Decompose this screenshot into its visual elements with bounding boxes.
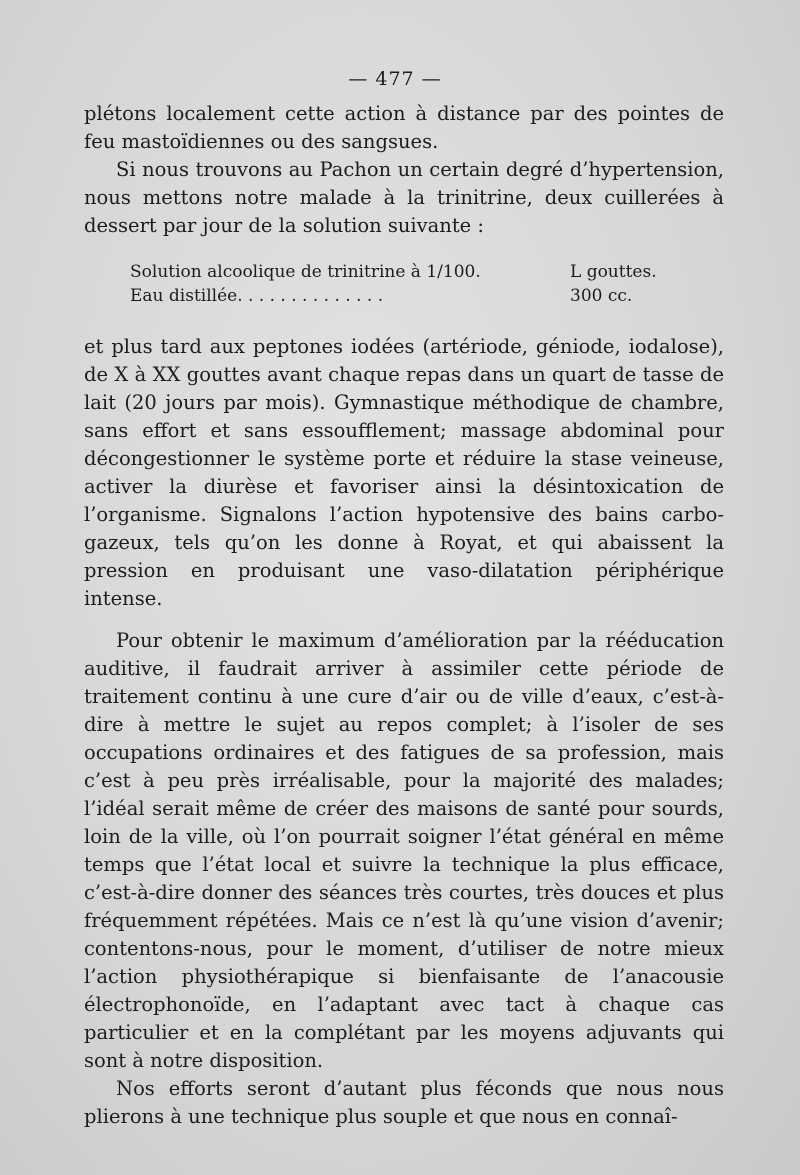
text-block-bottom bbox=[84, 627, 724, 1131]
formula-quantity: 300 cc. bbox=[570, 286, 633, 306]
paragraph: Nos efforts seront d’autant plus féconds que nous nous plierons à une technique plus souple et que nous en connaî- bbox=[84, 1077, 724, 1128]
text-block-top bbox=[84, 100, 724, 240]
paragraph: Pour obtenir le maximum d’amélioration par la rééducation auditive, il faudrait arriver à assimiler cette période de traitement continu à une cure d’air ou de ville d’eaux, c’est-à-dire à mettre le sujet au repos complet; à l’isoler de ses occupations ordinaires et des fatigues de sa profession, mais c’est à peu près irréalisable, pour la majorité des malades; l’idéal serait même de créer des maisons de santé pour sourds, loin de la ville, où l’on pourrait soigner l’état général en même temps que l’état local et suivre la technique la plus efficace, c’est-à-dire donner des séances très courtes, très douces et plus fréquemment répétées. Mais ce n’est là qu’une vision d’avenir; contentons-nous, pour le moment, d’utiliser de notre mieux l’action physiothérapique si bienfaisante de l’anacousie électrophonoïde, en l’adaptant avec tact à chaque cas particulier et en la complétant par les moyens adjuvants qui sont à notre disposition. bbox=[84, 629, 724, 1072]
paragraph: Si nous trouvons au Pachon un certain degré d’hypertension, nous mettons notre malade à la trinitrine, deux cuillerées à dessert par jour de la solution suivante : bbox=[84, 158, 724, 237]
formula-item: Eau distillée. . . . . . . . . . . . . . bbox=[130, 286, 384, 306]
formula-item: Solution alcoolique de trinitrine à 1/100. bbox=[130, 262, 481, 282]
formula-row bbox=[130, 284, 670, 308]
prescription-formula bbox=[130, 260, 670, 308]
text-block-middle bbox=[84, 333, 724, 613]
formula-row bbox=[130, 260, 670, 284]
paragraph: et plus tard aux peptones iodées (artériode, géniode, iodalose), de X à XX gouttes avant chaque repas dans un quart de tasse de lait (20 jours par mois). Gymnastique méthodique de chambre, sans effort et sans essoufflement; massage abdominal pour décongestionner le système porte et réduire la stase veineuse, activer la diurèse et favoriser ainsi la désintoxication de l’organisme. Signalons l’action hypotensive des bains carbo-gazeux, tels qu’on les donne à Royat, et qui abaissent la pression en produisant une vaso-dilatation périphérique intense. bbox=[84, 335, 724, 610]
page-number: — 477 — bbox=[348, 68, 442, 90]
formula-quantity: L gouttes. bbox=[570, 262, 657, 282]
paragraph: plétons localement cette action à distance par des pointes de feu mastoïdiennes ou des sangsues. bbox=[84, 102, 724, 153]
